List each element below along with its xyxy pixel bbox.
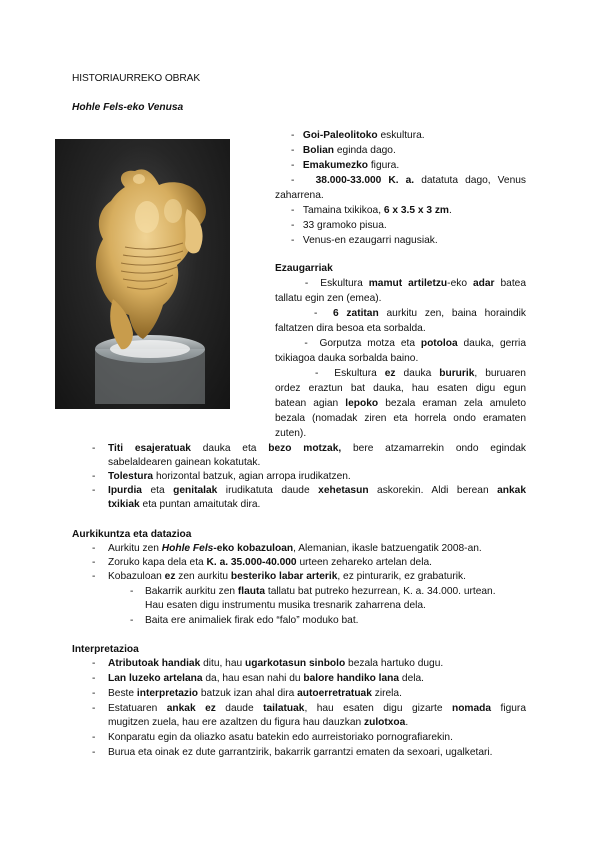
list-item: - 38.000-33.000 K. a. datatuta dago, Venus [291, 175, 526, 186]
list-item: - Venus-en ezaugarri nagusiak. [291, 235, 438, 246]
list-item: Titi esajeratuak dauka eta bezo motzak, bere atzamarrekin ondo egindak [108, 443, 526, 454]
paragraph-line: - Gorputza motza eta potoloa dauka, gerria [275, 338, 526, 349]
sub-list-item-cont: Hau esaten digu instrumentu musika tresnarik zaharrena dela. [145, 600, 426, 611]
list-item-cont: sabelaldearen gainean kokatutak. [108, 457, 261, 468]
paragraph-line: - Eskultura mamut artiletzu-eko adar batea [275, 278, 526, 289]
dash: - [92, 673, 96, 684]
section-heading-aurkikuntza: Aurkikuntza eta datazioa [72, 529, 192, 540]
list-item: Konparatu egin da oliazko asatu batekin edo aurreistoriako pornografiarekin. [108, 732, 453, 743]
subtitle-name: Hohle Fels [72, 102, 124, 113]
list-item: - Goi-Paleolitoko eskultura. [291, 130, 425, 141]
paragraph-line: bezala (nomadak ziren eta horrela ondo eramaten [275, 413, 526, 424]
paragraph-line: tallatu egin zen (emea). [275, 293, 382, 304]
section-heading-ezaugarriak: Ezaugarriak [275, 263, 333, 274]
list-item: - Emakumezko figura. [291, 160, 400, 171]
list-item: Kobazuloan ez zen aurkitu besteriko labar arterik, ez pinturarik, ez grabaturik. [108, 571, 466, 582]
paragraph-line: faltatzen dira besoa eta sorbalda. [275, 323, 426, 334]
list-item: Burua eta oinak ez dute garrantzirik, bakarrik garrantzi ematen da sexoari, ugalketari. [108, 747, 493, 758]
sub-list-item: Baita ere animaliek firak edo “falo” moduko bat. [145, 615, 359, 626]
list-item: - 33 gramoko pisua. [291, 220, 387, 231]
list-item-cont: mugitzen zuela, hau ere azaltzen du figura hau dauzkan zulotxoa. [108, 717, 409, 728]
venus-figurine-image [55, 139, 230, 409]
list-item: Zoruko kapa dela eta K. a. 35.000-40.000 urteen zehareko artelan dela. [108, 557, 432, 568]
paragraph-line: ordez eraztun bat dauka, hau esaten digu egun [275, 383, 526, 394]
list-item: Estatuaren ankak ez daude tailatuak, hau esaten digu gizarte nomada figura [108, 703, 526, 714]
dash: - [92, 471, 96, 482]
paragraph-line: - 6 zatitan aurkitu zen, baina horaindik [275, 308, 526, 319]
list-item: - Bolian eginda dago. [291, 145, 396, 156]
paragraph-line: - Eskultura ez dauka bururik, buruaren [275, 368, 526, 379]
dash: - [92, 688, 96, 699]
list-item: Tolestura horizontal batzuk, agian arropa irudikatzen. [108, 471, 351, 482]
list-item: Beste interpretazio batzuk izan ahal dira autoerretratuak zirela. [108, 688, 402, 699]
dash: - [92, 703, 96, 714]
list-item: Ipurdia eta genitalak irudikatuta daude xehetasun askorekin. Aldi berean ankak [108, 485, 527, 496]
section-heading-interpretazioa: Interpretazioa [72, 644, 139, 655]
document-title: HISTORIAURREKO OBRAK [72, 73, 201, 84]
list-item-cont: zaharrena. [275, 190, 324, 201]
dash: - [92, 485, 96, 496]
sub-list-item: Bakarrik aurkitu zen flauta tallatu bat putreko hezurrean, K. a. 34.000. urtean. [145, 586, 496, 597]
dash: - [130, 586, 134, 597]
dash: - [92, 732, 96, 743]
list-item: Atributoak handiak ditu, hau ugarkotasun sinbolo bezala hartuko dugu. [108, 658, 444, 669]
artwork-subtitle [72, 101, 183, 116]
dash: - [92, 443, 96, 454]
dash: - [92, 658, 96, 669]
list-item: - Tamaina txikikoa, 6 x 3.5 x 3 zm. [291, 205, 452, 216]
dash: - [92, 543, 96, 554]
list-item-cont: txikiak eta puntan amaitutak dira. [108, 499, 261, 510]
list-item: Lan luzeko artelana da, hau esan nahi du balore handiko lana dela. [108, 673, 424, 684]
subtitle-rest: -eko Venusa [123, 102, 184, 113]
dash: - [92, 557, 96, 568]
dash: - [92, 571, 96, 582]
venus-figurine-photo [55, 139, 230, 409]
dash: - [130, 615, 134, 626]
dash: - [92, 747, 96, 758]
list-item: Aurkitu zen Hohle Fels-eko kobazuloan, Alemanian, ikasle batzuengatik 2008-an. [108, 543, 482, 554]
paragraph-line: batean agian lepoko bezala eraman zela amuleto [275, 398, 526, 409]
paragraph-line: zuten). [275, 428, 307, 439]
paragraph-line: txikiagoa dauka sorbalda baino. [275, 353, 419, 364]
